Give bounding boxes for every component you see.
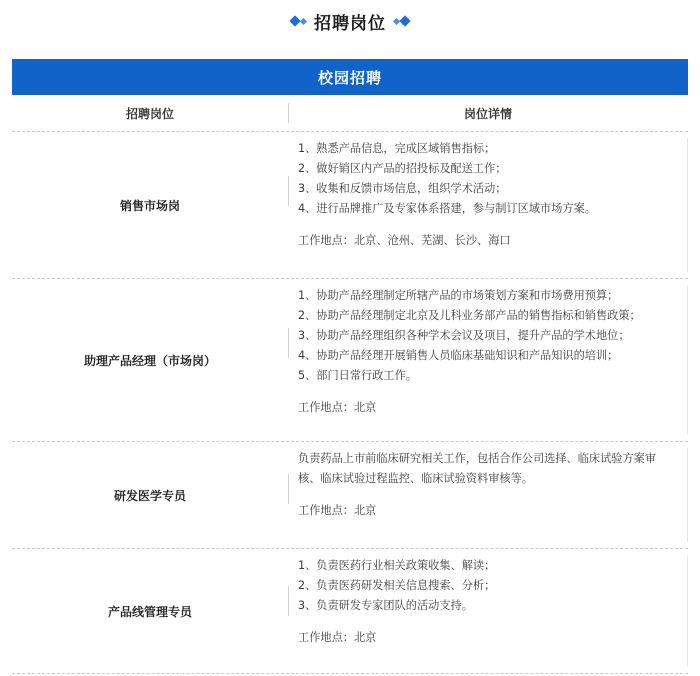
detail-line: 1、协助产品经理制定所辖产品的市场策划方案和市场费用预算； [298,289,619,302]
table-row [12,132,688,279]
detail-line: 3、协助产品经理组织各种学术会议及项目，提升产品的学术地位； [298,329,630,342]
column-position-header: 招聘岗位 [125,106,174,121]
detail-line: 2、负责医药研发相关信息搜索、分析； [298,579,496,592]
detail-line: 2、协助产品经理制定北京及儿科业务部产品的销售指标和销售政策； [298,309,641,322]
recruitment-table [12,59,688,674]
work-location: 工作地点：北京 [298,631,377,644]
page-title: 招聘岗位 [314,13,386,34]
detail-line: 3、负责研发专家团队的活动支持。 [298,599,473,612]
table-row [12,549,688,674]
position-details [288,279,688,441]
table-header [12,95,688,132]
detail-line: 2、做好销区内产品的招投标及配送工作； [298,162,507,175]
detail-line: 4、协助产品经理开展销售人员临床基础知识和产品知识的培训； [298,349,619,362]
position-details [288,442,688,548]
campus-recruitment-banner: 校园招聘 [12,59,688,95]
position-name: 研发医学专员 [113,488,186,503]
detail-line: 1、负责医药行业相关政策收集、解读； [298,559,496,572]
table-row [12,442,688,549]
detail-line: 3、收集和反馈市场信息，组织学术活动； [298,182,507,195]
detail-line: 4、进行品牌推广及专家体系搭建，参与制订区域市场方案。 [298,202,596,215]
detail-paragraph: 负责药品上市前临床研究相关工作，包括合作公司选择、临床试验方案审核、临床试验过程监控、临床试验资料审核等。 [298,452,657,485]
position-name: 产品线管理专员 [107,604,192,619]
diamond-left-icon [291,17,306,25]
position-details [288,132,688,278]
position-name: 助理产品经理（市场岗） [83,353,216,368]
diamond-right-icon [394,17,409,25]
detail-line: 5、部门日常行政工作。 [298,369,417,382]
position-name: 销售市场岗 [119,198,180,213]
table-row [12,279,688,442]
work-location: 工作地点：北京 [298,401,377,414]
page-header [0,0,700,42]
work-location: 工作地点：北京、沧州、芜湖、长沙、海口 [298,234,511,247]
detail-line: 1、熟悉产品信息，完成区域销售指标； [298,142,496,155]
position-details [288,549,688,673]
column-details-header: 岗位详情 [288,95,688,131]
work-location: 工作地点：北京 [298,504,377,517]
